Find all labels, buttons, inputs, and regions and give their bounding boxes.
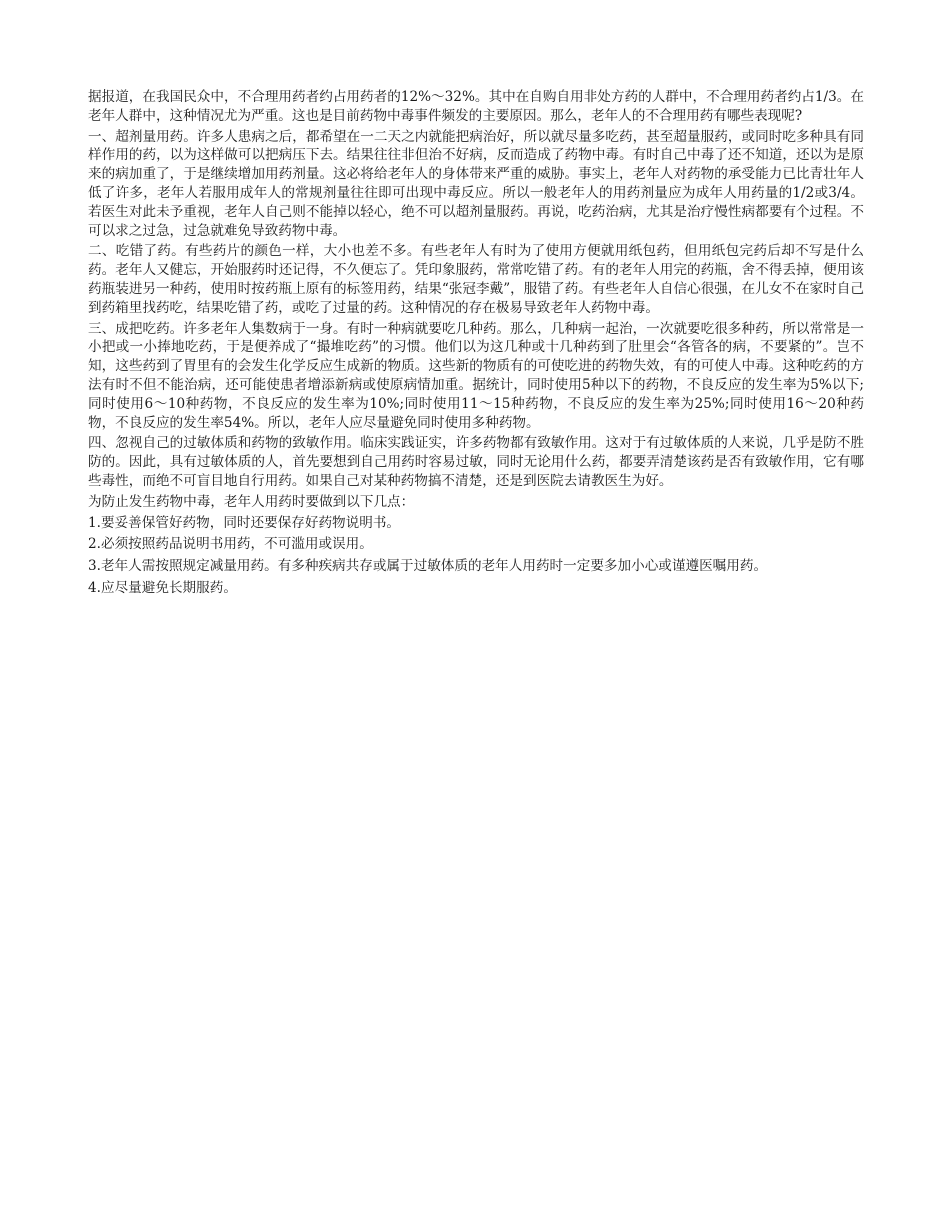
document-page: [88, 88, 864, 601]
advice-intro: 为防止发生药物中毒，老年人用药时要做到以下几点：: [88, 493, 415, 510]
section-allergy: 四、忽视自己的过敏体质和药物的致敏作用。临床实践证实，许多药物都有致敏作用。这对于有过敏体质的人来说，几乎是防不胜防的。因此，具有过敏体质的人，首先要想到自己用药时容易过敏，同时无论用什么药，都要弄清楚该药是否有致敏作用，它有哪些毒性，而绝不可盲目地自行用药。如果自己对某种药物搞不清楚，还是到医院去请教医生为好。: [88, 435, 864, 489]
advice-item-3: 3.老年人需按照规定减量用药。有多种疾病共存或属于过敏体质的老年人用药时一定要多加小心或谨遵医嘱用药。: [88, 558, 768, 575]
section-wrong-medicine: 二、吃错了药。有些药片的颜色一样，大小也差不多。有些老年人有时为了使用方便就用纸包药，但用纸包完药后却不写是什么药。老年人又健忘，开始服药时还记得，不久便忘了。凭印象服药，常常吃错了药。有的老年人用完的药瓶，舍不得丢掉，便用该药瓶装进另一种药，使用时按药瓶上原有的标签用药，结果“张冠李戴”，服错了药。有些老年人自信心很强，在儿女不在家时自己到药箱里找药吃，结果吃错了药，或吃了过量的药。这种情况的存在极易导致老年人药物中毒。: [88, 243, 864, 316]
advice-item-1: 1.要妥善保管好药物，同时还要保存好药物说明书。: [88, 514, 401, 531]
advice-item-2: 2.必须按照药品说明书用药，不可滥用或误用。: [88, 536, 373, 553]
section-multiple-drugs: 三、成把吃药。许多老年人集数病于一身。有时一种病就要吃几种药。那么，几种病一起治，一次就要吃很多种药，所以常常是一小把或一小捧地吃药，于是便养成了“撮堆吃药”的习惯。他们以为这几种或十几种药到了肚里会“各管各的病，不要紧的”。岂不知，这些药到了胃里有的会发生化学反应生成新的物质。这些新的物质有的可使吃进的药物失效，有的可使人中毒。这种吃药的方法有时不但不能治病，还可能使患者增添新病或使原病情加重。据统计，同时使用5种以下的药物，不良反应的发生率为5%以下;同时使用6～10种药物，不良反应的发生率为10%;同时使用11～15种药物，不良反应的发生率为25%;同时使用16～20种药物，不良反应的发生率54%。所以，老年人应尽量避免同时使用多种药物。: [88, 320, 864, 431]
section-overdose: 一、超剂量用药。许多人患病之后，都希望在一二天之内就能把病治好，所以就尽量多吃药，甚至超量服药，或同时吃多种具有同样作用的药，以为这样做可以把病压下去。结果往往非但治不好病，反而造成了药物中毒。有时自己中毒了还不知道，还以为是原来的病加重了，于是继续增加用药剂量。这必将给老年人的身体带来严重的威胁。事实上，老年人对药物的承受能力已比青壮年人低了许多，老年人若服用成年人的常规剂量往往即可出现中毒反应。所以一般老年人的用药剂量应为成年人用药量的1/2或3/4。若医生对此未予重视，老年人自己则不能掉以轻心，绝不可以超剂量服药。再说，吃药治病，尤其是治疗慢性病都要有个过程。不可以求之过急，过急就难免导致药物中毒。: [88, 128, 864, 239]
advice-item-4: 4.应尽量避免长期服药。: [88, 579, 237, 596]
intro-paragraph: 据报道，在我国民众中，不合理用药者约占用药者的12%～32%。其中在自购自用非处方药的人群中，不合理用药者约占1/3。在老年人群中，这种情况尤为严重。这也是目前药物中毒事件频发的主要原因。那么，老年人的不合理用药有哪些表现呢?: [88, 89, 864, 124]
